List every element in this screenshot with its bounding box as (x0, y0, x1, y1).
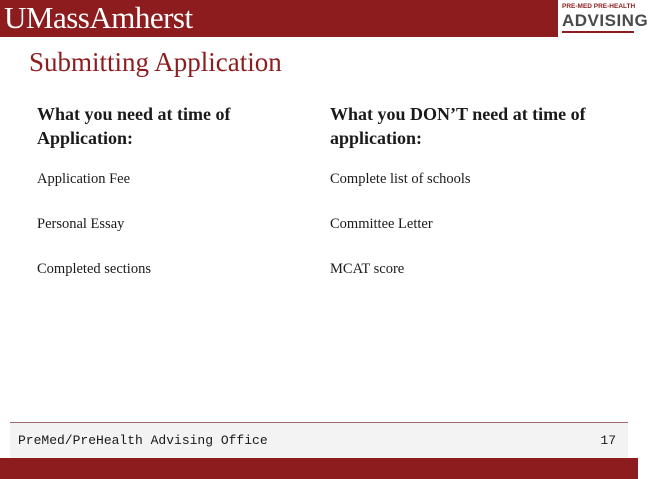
bottom-bar (0, 458, 638, 479)
dont-need-column (330, 102, 620, 305)
need-list (37, 170, 307, 278)
advising-logo-title: ADVISING (562, 11, 648, 30)
need-heading: What you need at time of Application: (37, 104, 231, 148)
advising-logo-badge (558, 0, 648, 37)
page-number: 17 (600, 433, 616, 448)
advising-logo-rule (562, 31, 634, 33)
footer-office-label: PreMed/PreHealth Advising Office (18, 433, 268, 448)
list-item: Application Fee (37, 171, 131, 187)
list-item: MCAT score (330, 261, 405, 277)
umass-amherst-logo: UMassAmherst (4, 0, 193, 35)
need-column (37, 102, 307, 305)
dont-need-list (330, 170, 620, 278)
header-bar (0, 0, 648, 37)
list-item: Completed sections (37, 261, 151, 277)
list-item: Personal Essay (37, 216, 125, 232)
advising-logo-subtitle: PRE-MED PRE-HEALTH (562, 3, 636, 10)
list-item: Complete list of schools (330, 171, 471, 187)
footer-bar (10, 423, 628, 458)
dont-need-heading: What you DON’T need at time of application: (330, 104, 586, 148)
list-item: Committee Letter (330, 216, 433, 232)
slide-title: Submitting Application (29, 47, 282, 77)
